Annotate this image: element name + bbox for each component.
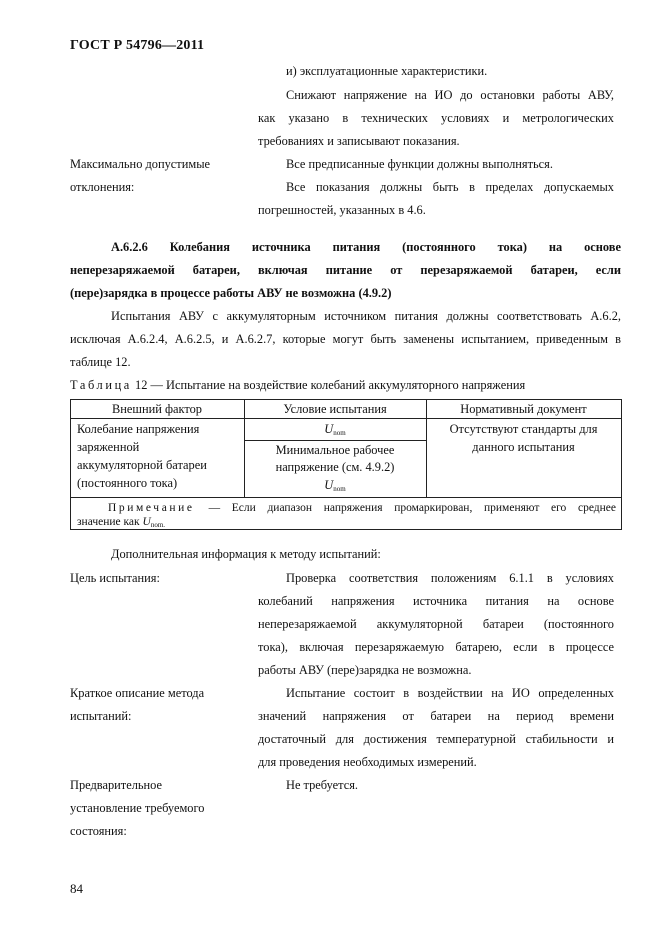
table-caption: [70, 378, 525, 393]
table-cell: аккумуляторной батареи: [77, 458, 207, 472]
paragraph-line: погрешностей, указанных в 4.6.: [258, 203, 426, 217]
paragraph-line: Все показания должны быть в пределах допускаемых: [286, 180, 614, 194]
section-heading: (пере)зарядка в процессе работы АВУ не возможна (4.9.2): [70, 286, 392, 300]
paragraph-line: Дополнительная информация к методу испытаний:: [111, 547, 381, 561]
paragraph-line: значений напряжения от батареи на период времени: [258, 709, 614, 723]
table-cell: заряженной: [77, 440, 140, 454]
paragraph-line: Не требуется.: [286, 778, 359, 792]
paragraph-line: достаточный для достижения температурной стабильности и: [258, 732, 614, 746]
table-caption-word: Таблица: [70, 378, 132, 392]
field-label: Максимально допустимые: [70, 157, 211, 171]
paragraph-line: Испытание состоит в воздействии на ИО определенных: [286, 686, 614, 700]
column-header: Нормативный документ: [460, 402, 587, 416]
table-cell: (постоянного тока): [77, 476, 178, 490]
paragraph-line: требованиях и записывают показания.: [258, 134, 460, 148]
paragraph-line: исключая А.6.2.4, А.6.2.5, и А.6.2.7, которые могут быть заменены испытанием, приведенным в: [70, 332, 621, 346]
table-cell: $U_{nom}$: [324, 422, 346, 437]
section-heading: неперезаряжаемой батареи, включая питание от перезаряжаемой батареи, если: [70, 263, 621, 277]
table-cell: Колебание напряжения: [77, 422, 200, 436]
paragraph-line: для проведения необходимых измерений.: [258, 755, 477, 769]
paragraph-line: Снижают напряжение на ИО до остановки работы АВУ,: [286, 88, 614, 102]
table-cell: $U_{nom}$: [324, 478, 346, 493]
field-label: состояния:: [70, 824, 127, 838]
paragraph-line: работы АВУ (пере)зарядка не возможна.: [258, 663, 472, 677]
table-cell: Отсутствуют стандарты для: [449, 422, 598, 436]
field-label: Цель испытания:: [70, 571, 160, 585]
field-label: испытаний:: [70, 709, 132, 723]
field-label: Предварительное: [70, 778, 163, 792]
paragraph-line: Проверка соответствия положениям 6.1.1 в условиях: [286, 571, 614, 585]
paragraph-line: таблице 12.: [70, 355, 131, 369]
table-cell: Минимальное рабочее: [275, 443, 395, 457]
document-header: ГОСТ Р 54796—2011: [70, 38, 205, 53]
paragraph-line: как указано в технических условиях и метрологических: [258, 111, 614, 125]
table-note: значение как $U_{nom.}$: [77, 516, 166, 529]
paragraph-line: тока), включая перезаряжаемую батарею, если в процессе: [258, 640, 614, 654]
field-label: Краткое описание метода: [70, 686, 205, 700]
column-header: Внешний фактор: [112, 402, 202, 416]
note-word: Примечание: [108, 502, 195, 514]
paragraph-line: Все предписанные функции должны выполняться.: [286, 157, 553, 171]
table-note: Примечание — Если диапазон напряжения промаркирован, применяют его среднее: [108, 502, 616, 514]
field-label: отклонения:: [70, 180, 135, 194]
paragraph-line: неперезаряжаемой аккумуляторной батареи (постоянного: [258, 617, 614, 631]
paragraph-line: Испытания АВУ с аккумуляторным источником питания должны соответствовать А.6.2,: [111, 309, 621, 323]
table-cell: данного испытания: [472, 440, 575, 454]
page-number: 84: [70, 881, 83, 896]
table-cell: напряжение (см. 4.9.2): [275, 460, 395, 474]
item-i-text: и) эксплуатационные характеристики.: [286, 64, 488, 78]
column-header: Условие испытания: [283, 402, 387, 416]
paragraph-line: колебаний напряжения источника питания на основе: [258, 594, 614, 608]
section-heading: А.6.2.6 Колебания источника питания (постоянного тока) на основе: [111, 240, 621, 254]
field-label: установление требуемого: [70, 801, 205, 815]
table-caption-text: 12 — Испытание на воздействие колебаний аккумуляторного напряжения: [135, 378, 526, 392]
